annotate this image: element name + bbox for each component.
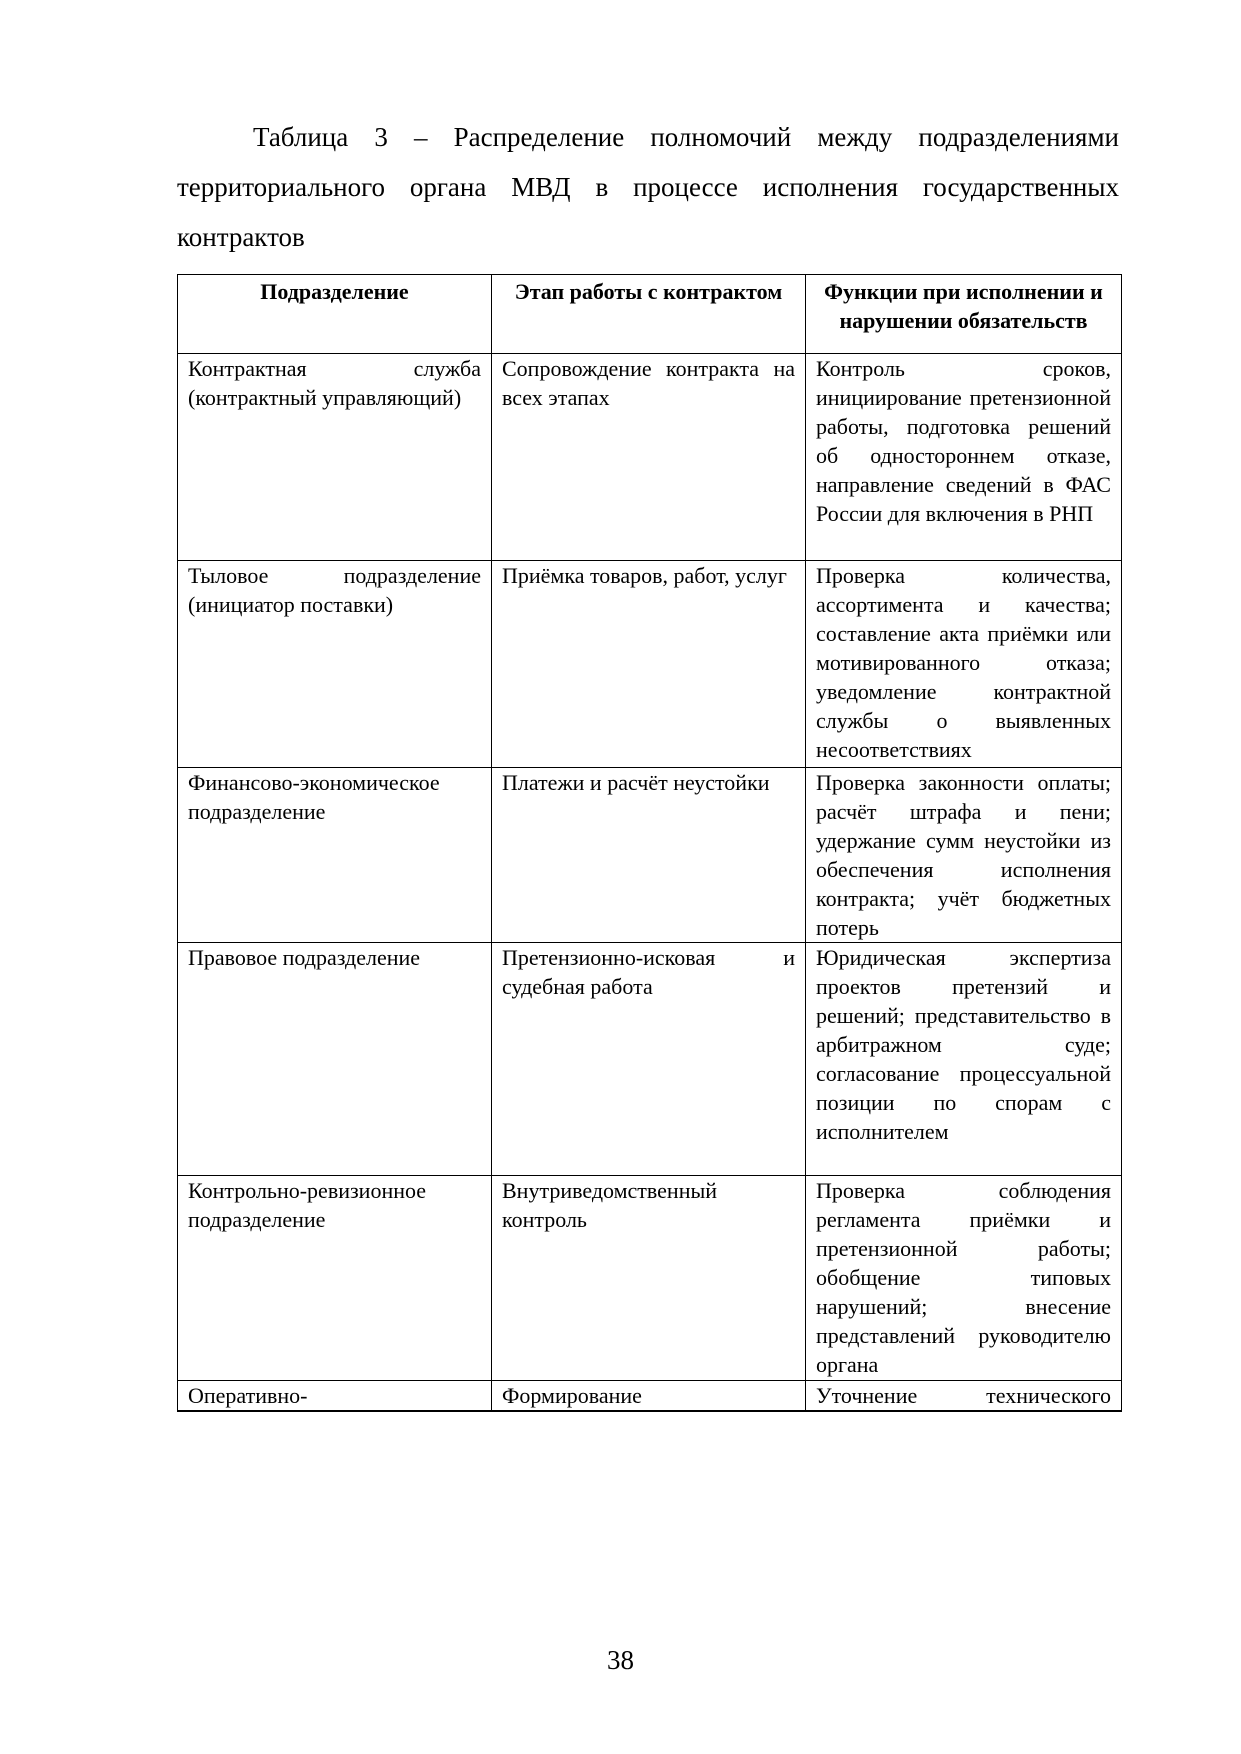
cell-functions: Юридическая экспертиза проектов претензий и решений; представительство в арбитражном суде; согласование процессуальной позиции по спорам с исполнителем [806,943,1122,1176]
cell-functions: Проверка соблюдения регламента приёмки и претензионной работы; обобщение типовых нарушений; внесение представлений руководителю органа [806,1176,1122,1381]
cell-functions: Проверка законности оплаты; расчёт штрафа и пени; удержание сумм неустойки из обеспечения исполнения контракта; учёт бюджетных потерь [806,768,1122,943]
table-row [178,1381,1122,1412]
cell-unit: Тыловое подразделение (инициатор поставки) [178,561,492,768]
page-number: 38 [607,1645,634,1675]
cell-functions: Контроль сроков, инициирование претензионной работы, подготовка решений об одностороннем отказе, направление сведений в ФАС России для включения в РНП [806,354,1122,561]
cell-unit: Финансово-экономическое подразделение [178,768,492,943]
table-row [178,561,1122,768]
header-stage: Этап работы с контрактом [492,275,806,354]
header-unit: Подразделение [178,275,492,354]
cell-unit: Контрактная служба (контрактный управляющий) [178,354,492,561]
table-row [178,768,1122,943]
cell-functions: Уточнение технического [806,1381,1122,1412]
table-header-row [178,275,1122,354]
cell-unit: Контрольно-ревизионное подразделение [178,1176,492,1381]
table-row [178,1176,1122,1381]
cell-unit: Оперативно- [178,1381,492,1412]
header-functions: Функции при исполнении и нарушении обязательств [806,275,1122,354]
cell-stage: Внутриведомственный контроль [492,1176,806,1381]
cell-stage: Претензионно-исковая и судебная работа [492,943,806,1176]
cell-functions: Проверка количества, ассортимента и качества; составление акта приёмки или мотивированного отказа; уведомление контрактной службы о выявленных несоответствиях [806,561,1122,768]
table-row [178,943,1122,1176]
table-caption: Таблица 3 – Распределение полномочий между подразделениями территориального органа МВД в процессе исполнения государственных контрактов [177,122,1119,252]
cell-stage: Платежи и расчёт неустойки [492,768,806,943]
cell-stage: Формирование [492,1381,806,1412]
cell-unit: Правовое подразделение [178,943,492,1176]
table-row [178,354,1122,561]
authority-distribution-table [177,274,1122,1412]
cell-stage: Приёмка товаров, работ, услуг [492,561,806,768]
cell-stage: Сопровождение контракта на всех этапах [492,354,806,561]
